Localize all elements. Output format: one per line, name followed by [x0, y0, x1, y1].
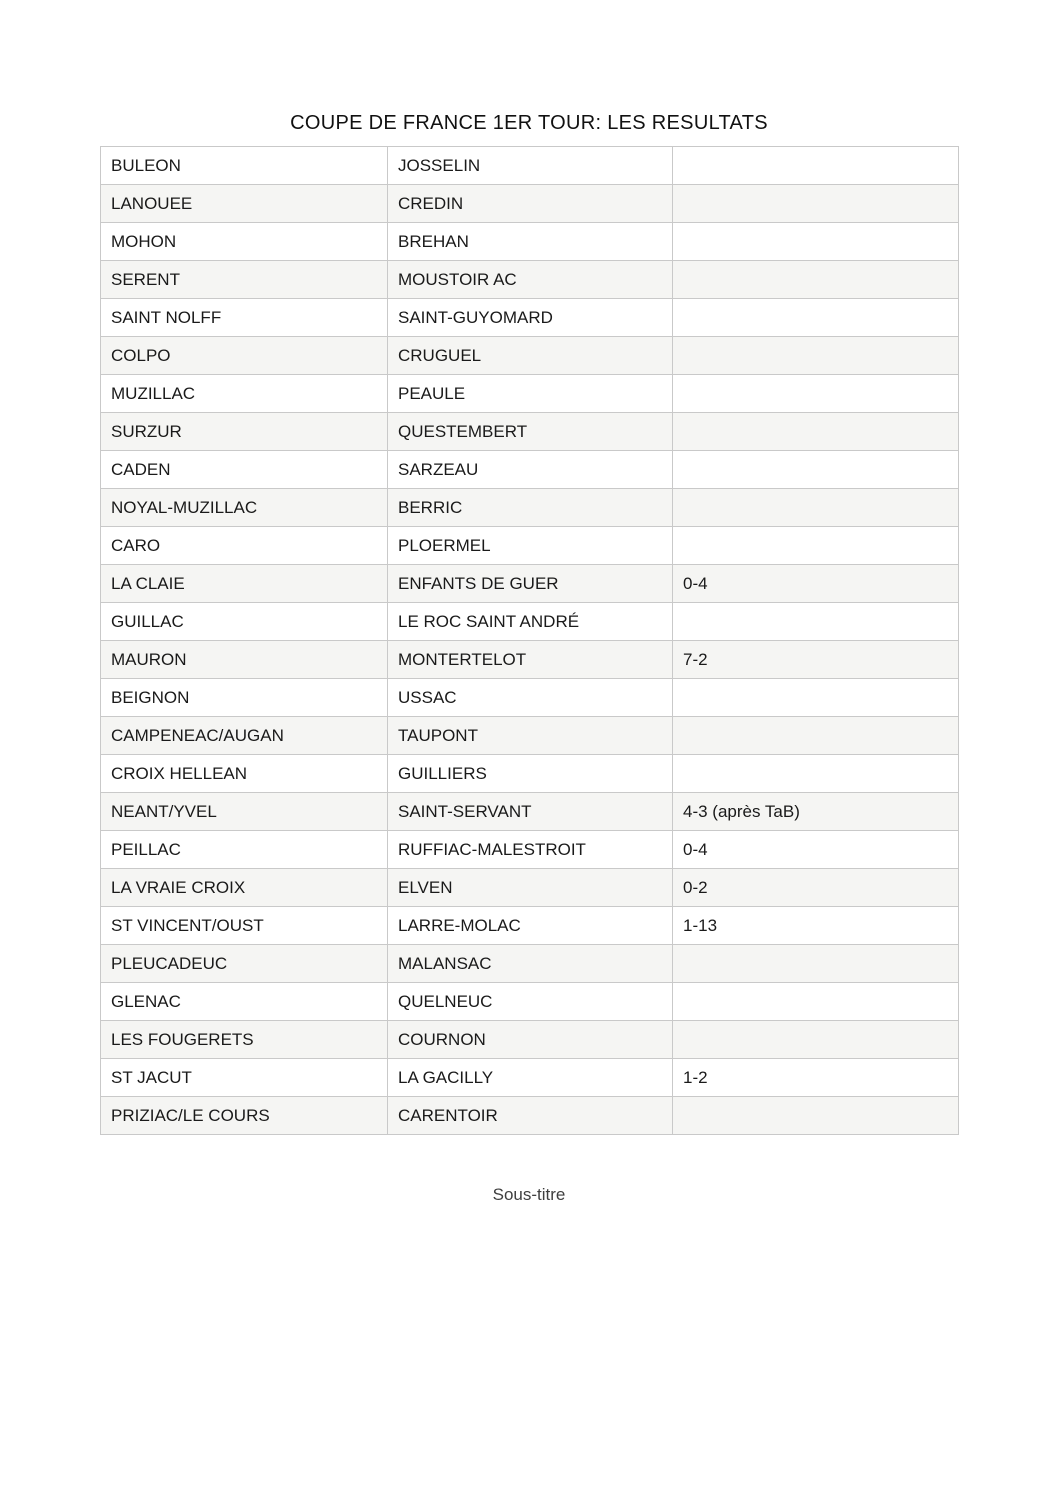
home-team-cell: MAURON: [101, 641, 388, 679]
table-row: [101, 451, 959, 489]
score-cell: [673, 299, 959, 337]
away-team-cell: SAINT-SERVANT: [388, 793, 673, 831]
away-team-cell: BREHAN: [388, 223, 673, 261]
home-team-cell: LA VRAIE CROIX: [101, 869, 388, 907]
page-title: COUPE DE FRANCE 1ER TOUR: LES RESULTATS: [290, 112, 768, 134]
home-team-cell: GLENAC: [101, 983, 388, 1021]
home-team-cell: COLPO: [101, 337, 388, 375]
away-team-cell: QUELNEUC: [388, 983, 673, 1021]
score-cell: 1-13: [673, 907, 959, 945]
home-team-cell: SURZUR: [101, 413, 388, 451]
away-team-cell: CARENTOIR: [388, 1097, 673, 1135]
table-row: [101, 413, 959, 451]
home-team-cell: CADEN: [101, 451, 388, 489]
away-team-cell: MOUSTOIR AC: [388, 261, 673, 299]
away-team-cell: QUESTEMBERT: [388, 413, 673, 451]
away-team-cell: RUFFIAC-MALESTROIT: [388, 831, 673, 869]
home-team-cell: GUILLAC: [101, 603, 388, 641]
results-table: [100, 146, 959, 1135]
page-subtitle: Sous-titre: [492, 1185, 566, 1204]
home-team-cell: SERENT: [101, 261, 388, 299]
score-cell: [673, 375, 959, 413]
score-cell: [673, 413, 959, 451]
score-cell: [673, 147, 959, 185]
home-team-cell: MOHON: [101, 223, 388, 261]
home-team-cell: PRIZIAC/LE COURS: [101, 1097, 388, 1135]
score-cell: [673, 185, 959, 223]
home-team-cell: LA CLAIE: [101, 565, 388, 603]
home-team-cell: MUZILLAC: [101, 375, 388, 413]
away-team-cell: MALANSAC: [388, 945, 673, 983]
score-cell: 0-4: [673, 565, 959, 603]
table-row: [101, 223, 959, 261]
score-cell: 0-4: [673, 831, 959, 869]
score-cell: [673, 527, 959, 565]
results-table-body: [101, 147, 959, 1135]
table-row: [101, 717, 959, 755]
table-row: [101, 641, 959, 679]
away-team-cell: SAINT-GUYOMARD: [388, 299, 673, 337]
home-team-cell: ST JACUT: [101, 1059, 388, 1097]
table-row: [101, 299, 959, 337]
score-cell: 1-2: [673, 1059, 959, 1097]
score-cell: [673, 261, 959, 299]
away-team-cell: CRUGUEL: [388, 337, 673, 375]
home-team-cell: LANOUEE: [101, 185, 388, 223]
table-row: [101, 489, 959, 527]
score-cell: [673, 603, 959, 641]
table-row: [101, 907, 959, 945]
away-team-cell: CREDIN: [388, 185, 673, 223]
score-cell: [673, 755, 959, 793]
score-cell: [673, 983, 959, 1021]
away-team-cell: JOSSELIN: [388, 147, 673, 185]
home-team-cell: CAMPENEAC/AUGAN: [101, 717, 388, 755]
score-cell: 7-2: [673, 641, 959, 679]
table-row: [101, 375, 959, 413]
table-row: [101, 147, 959, 185]
table-row: [101, 793, 959, 831]
score-cell: [673, 489, 959, 527]
home-team-cell: PLEUCADEUC: [101, 945, 388, 983]
table-row: [101, 1059, 959, 1097]
away-team-cell: SARZEAU: [388, 451, 673, 489]
home-team-cell: PEILLAC: [101, 831, 388, 869]
table-row: [101, 1021, 959, 1059]
away-team-cell: LA GACILLY: [388, 1059, 673, 1097]
home-team-cell: BEIGNON: [101, 679, 388, 717]
home-team-cell: NEANT/YVEL: [101, 793, 388, 831]
table-row: [101, 603, 959, 641]
away-team-cell: ENFANTS DE GUER: [388, 565, 673, 603]
score-cell: [673, 1021, 959, 1059]
score-cell: [673, 945, 959, 983]
away-team-cell: LE ROC SAINT ANDRÉ: [388, 603, 673, 641]
away-team-cell: PEAULE: [388, 375, 673, 413]
table-row: [101, 869, 959, 907]
away-team-cell: GUILLIERS: [388, 755, 673, 793]
table-row: [101, 565, 959, 603]
away-team-cell: BERRIC: [388, 489, 673, 527]
table-row: [101, 261, 959, 299]
score-cell: 0-2: [673, 869, 959, 907]
table-row: [101, 527, 959, 565]
home-team-cell: NOYAL-MUZILLAC: [101, 489, 388, 527]
home-team-cell: LES FOUGERETS: [101, 1021, 388, 1059]
table-row: [101, 831, 959, 869]
away-team-cell: PLOERMEL: [388, 527, 673, 565]
table-row: [101, 983, 959, 1021]
score-cell: [673, 717, 959, 755]
score-cell: [673, 679, 959, 717]
score-cell: [673, 1097, 959, 1135]
table-row: [101, 185, 959, 223]
score-cell: 4-3 (après TaB): [673, 793, 959, 831]
away-team-cell: USSAC: [388, 679, 673, 717]
score-cell: [673, 451, 959, 489]
away-team-cell: ELVEN: [388, 869, 673, 907]
away-team-cell: TAUPONT: [388, 717, 673, 755]
table-row: [101, 945, 959, 983]
table-row: [101, 755, 959, 793]
home-team-cell: CROIX HELLEAN: [101, 755, 388, 793]
score-cell: [673, 223, 959, 261]
table-row: [101, 1097, 959, 1135]
home-team-cell: CARO: [101, 527, 388, 565]
home-team-cell: SAINT NOLFF: [101, 299, 388, 337]
away-team-cell: LARRE-MOLAC: [388, 907, 673, 945]
away-team-cell: COURNON: [388, 1021, 673, 1059]
table-row: [101, 679, 959, 717]
score-cell: [673, 337, 959, 375]
away-team-cell: MONTERTELOT: [388, 641, 673, 679]
table-row: [101, 337, 959, 375]
home-team-cell: ST VINCENT/OUST: [101, 907, 388, 945]
home-team-cell: BULEON: [101, 147, 388, 185]
